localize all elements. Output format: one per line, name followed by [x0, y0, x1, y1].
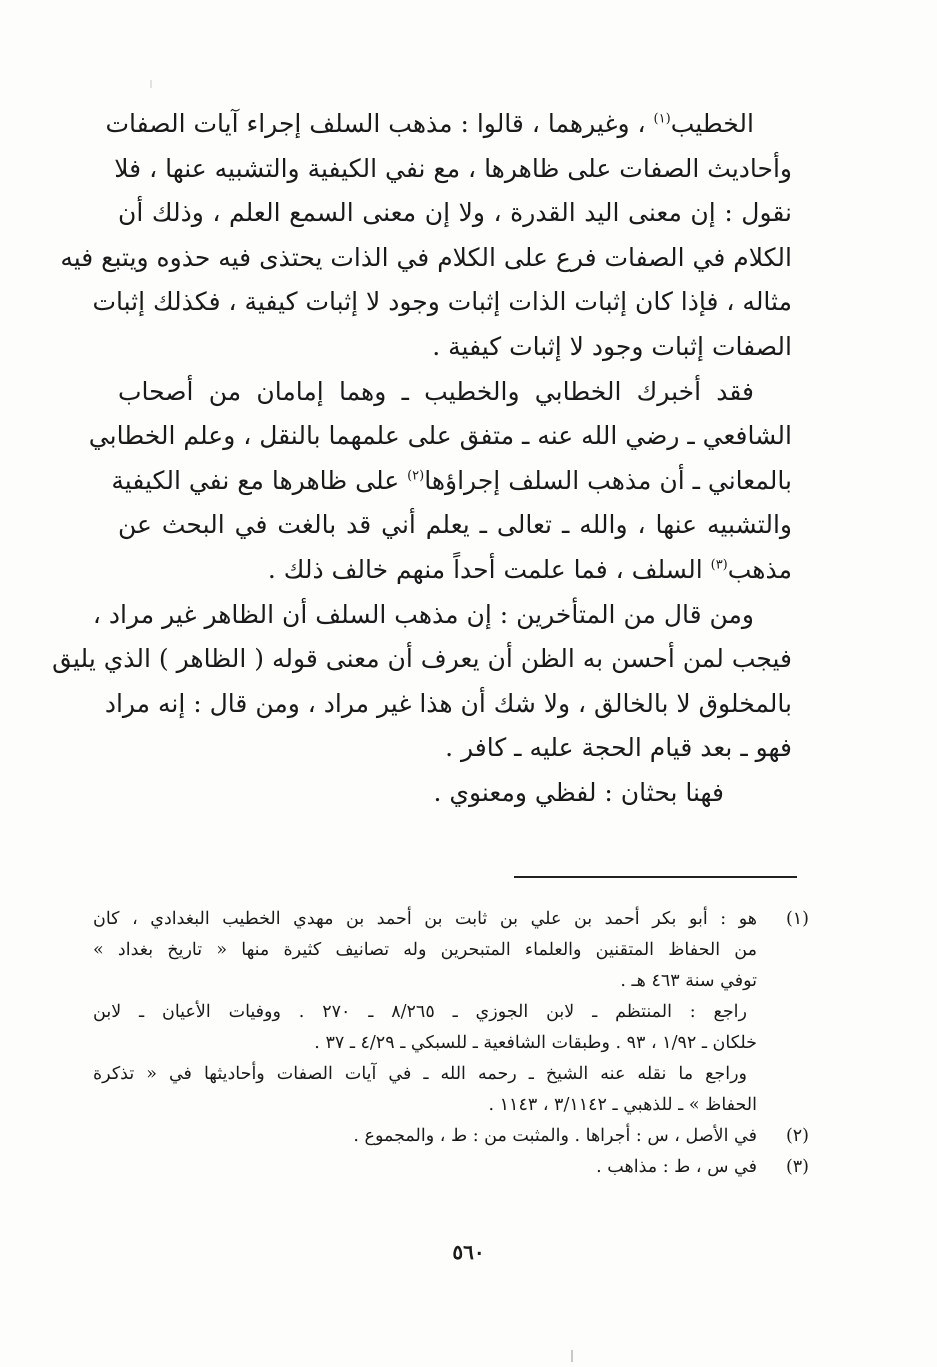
text-line: ومن قال من المتأخرين : إن مذهب السلف أن الظاهر غير مراد ،: [92, 599, 754, 629]
footnote-line: خلكان ـ ١/٩٢ ، ٩٣ . وطبقات الشافعية ـ للسبكي ـ ٤/٢٩ ـ ٣٧ .: [314, 1033, 757, 1053]
text-line: الشافعي ـ رضي الله عنه ـ متفق على علمهما بالنقل ، وعلم الخطابي: [88, 421, 792, 451]
footnote-text: [93, 904, 757, 1121]
paragraph: [52, 593, 792, 771]
footnote-number: (٣): [785, 1157, 809, 1177]
page-number: ٥٦٠: [452, 1240, 485, 1264]
text-line: فيجب لمن أحسن به الظن أن يعرف أن معنى قوله ( الظاهر ) الذي يليق: [52, 644, 792, 674]
footnote-ref[interactable]: (٣): [710, 557, 728, 573]
footnote-item: [93, 904, 809, 1121]
scan-artifact: [571, 1350, 573, 1362]
footnote-item: [93, 1121, 809, 1152]
text-line: والتشبيه عنها ، والله ـ تعالى ـ يعلم أني قد بالغت في البحث عن: [118, 510, 792, 540]
footnote-text: [93, 1121, 757, 1152]
paragraph: [118, 771, 792, 816]
footnote-line: من الحفاظ المتقنين والعلماء المتبحرين وله تصانيف كثيرة منها « تاريخ بغداد »: [93, 940, 757, 960]
footnote-line: راجع : المنتظم ـ لابن الجوزي ـ ٨/٢٦٥ ـ ٢٧٠ . ووفيات الأعيان ـ لابن: [93, 1002, 747, 1022]
footnote-item: [93, 1152, 809, 1183]
text-line: فهو ـ بعد قيام الحجة عليه ـ كافر .: [445, 733, 792, 763]
text-line: الكلام في الصفات فرع على الكلام في الذات يحتذى فيه حذوه ويتبع فيه: [60, 242, 792, 272]
main-text-body: [52, 102, 792, 816]
footnote-number: (١): [785, 909, 809, 929]
paragraph: [60, 102, 792, 370]
text-line: فقد أخبرك الخطابي والخطيب ـ وهما إمامان من أصحاب: [118, 376, 754, 406]
text-line: بالمخلوق لا بالخالق ، ولا شك أن هذا غير مراد ، ومن قال : إنه مراد: [104, 688, 792, 718]
footnote-text: [93, 1152, 757, 1183]
text-line: نقول : إن معنى اليد القدرة ، ولا إن معنى السمع العلم ، وذلك أن: [118, 198, 792, 228]
text-line: الخطيب$^{(١)}$ ، وغيرهما ، قالوا : مذهب السلف إجراء آيات الصفات: [105, 109, 754, 138]
footnote-line: هو : أبو بكر أحمد بن علي بن ثابت بن أحمد بن مهدي الخطيب البغدادي ، كان: [93, 909, 757, 929]
footnote-line: في الأصل ، س : أجراها . والمثبت من : ط ، والمجموع .: [353, 1126, 757, 1146]
footnote-line: الحفاظ » ـ للذهبي ـ ٣/١١٤٢ ، ١١٤٣ .: [488, 1095, 757, 1115]
paragraph: [88, 370, 792, 593]
text-line: مذهب$^{(٣)}$ السلف ، فما علمت أحداً منهم خالف ذلك .: [267, 554, 792, 584]
text-line: فهنا بحثان : لفظي ومعنوي .: [433, 777, 724, 807]
footnote-ref[interactable]: (١): [653, 111, 671, 127]
footnote-line: في س ، ط : مذاهب .: [596, 1157, 757, 1177]
text-line: بالمعاني ـ أن مذهب السلف إجراؤها$^{(٢)}$ على ظاهرها مع نفي الكيفية: [111, 465, 792, 495]
footnote-ref[interactable]: (٢): [407, 468, 425, 484]
footnote-number: (٢): [785, 1126, 809, 1146]
footnote-line: توفي سنة ٤٦٣ هـ .: [620, 971, 757, 991]
text-line: وأحاديث الصفات على ظاهرها ، مع نفي الكيفية والتشبيه عنها ، فلا: [114, 153, 792, 183]
footnote-line: وراجع ما نقله عنه الشيخ ـ رحمه الله ـ في آيات الصفات وأحاديثها في « تذكرة: [93, 1064, 747, 1084]
text-line: الصفات إثبات وجود لا إثبات كيفية .: [432, 331, 792, 361]
footnote-separator: [514, 876, 797, 878]
scan-artifact: [150, 80, 152, 88]
footnotes-section: [93, 904, 809, 1183]
text-line: مثاله ، فإذا كان إثبات الذات إثبات وجود لا إثبات كيفية ، فكذلك إثبات: [92, 287, 792, 317]
